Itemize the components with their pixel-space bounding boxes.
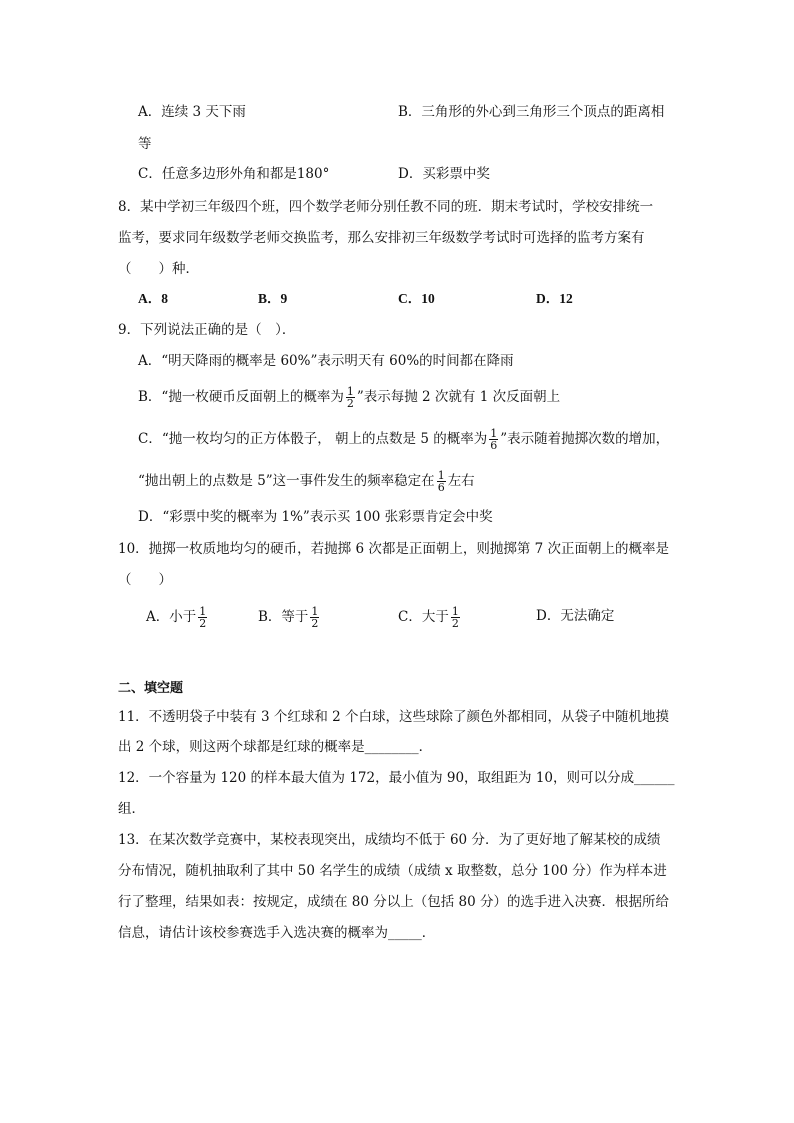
fraction-denominator: 6 [490,439,498,452]
q7-option-b-continued: 等 [138,136,152,152]
q9-stem: 9．下列说法正确的是（ ）． [118,322,296,338]
q13-stem-line2: 分布情况，随机抽取利了其中 50 名学生的成绩（成绩 x 取整数，总分 100 分）作为样本进 [118,863,667,879]
fraction-one-half [346,386,355,409]
q9-option-a: A．“明天降雨的概率是 60%”表示明天有 60%的时间都在降雨 [138,353,514,369]
q7-option-c: C．任意多边形外角和都是180° [138,166,330,182]
fraction-denominator: 2 [199,617,207,630]
q7-option-b: B．三角形的外心到三角形三个顶点的距离相 [398,104,665,120]
fraction-one-half [198,606,207,629]
q9-option-c-continued [138,470,475,493]
section-title-fill-in: 二、填空题 [118,681,184,696]
q8-option-b: B．9 [258,291,288,306]
fraction-one-sixth [489,428,498,451]
fraction-numerator: 1 [311,605,319,618]
q8-option-d: D．12 [536,291,573,306]
fraction-denominator: 2 [346,397,354,410]
q9-option-b [138,386,560,409]
fraction-one-half [310,606,319,629]
q9-option-d: D．“彩票中奖的概率为 1%”表示买 100 张彩票肯定会中奖 [138,509,493,525]
fraction-numerator: 1 [451,605,459,618]
fraction-one-sixth [437,470,446,493]
q10-stem-line2: （ ） [118,572,172,588]
q9-option-b-suffix: ”表示每抛 2 次就有 1 次反面朝上 [356,389,561,405]
q13-stem-line3: 行了整理，结果如表：按规定，成绩在 80 分以上（包括 80 分）的选手进入决赛．根据所给 [118,894,670,910]
q12-stem-line2: 组． [118,801,145,817]
q9-option-c-prefix: C．“抛一枚均匀的正方体骰子， 朝上的点数是 5 的概率为 [138,431,488,447]
q11-stem-line1: 11．不透明袋子中装有 3 个红球和 2 个白球，这些球除了颜色外都相同，从袋子中随机地摸 [118,709,670,725]
fraction-denominator: 2 [311,617,319,630]
q10-option-b [258,606,321,629]
q7-option-d: D．买彩票中奖 [398,166,490,182]
q9-option-c2-suffix: 左右 [447,473,475,489]
fraction-numerator: 1 [490,427,498,440]
q10-option-d: D．无法确定 [536,608,615,624]
q9-option-c-suffix: ”表示随着抛掷次数的增加， [500,431,670,447]
q12-stem-line1: 12．一个容量为 120 的样本最大值为 172，最小值为 90，取组距为 10，则可以分成______ [118,770,675,786]
q9-option-c [138,428,669,451]
q9-option-c2-prefix: “抛出朝上的点数是 5”这一事件发生的频率稳定在 [138,473,435,489]
q10-option-c-label: C．大于 [398,609,449,625]
q8-stem-line2: 监考，要求同年级数学老师交换监考，那么安排初三年级数学考试时可选择的监考方案有 [118,230,645,246]
q8-stem-line3: （ ）种． [118,261,199,277]
q10-option-b-label: B．等于 [258,609,309,625]
q13-stem-line1: 13．在某次数学竞赛中，某校表现突出，成绩均不低于 60 分．为了更好地了解某校的成绩 [118,832,661,848]
q8-stem-line1: 8．某中学初三年级四个班，四个数学老师分别任教不同的班．期末考试时，学校安排统一 [118,199,654,215]
q9-option-b-prefix: B．“抛一枚硬币反面朝上的概率为 [138,389,344,405]
q10-option-a-label: A．小于 [146,609,197,625]
q10-option-a [146,606,209,629]
q7-option-a: A．连续 3 天下雨 [138,104,246,120]
fraction-numerator: 1 [199,605,207,618]
fraction-denominator: 2 [451,617,459,630]
q8-option-c: C．10 [398,291,435,306]
q10-stem-line1: 10．抛掷一枚质地均匀的硬币，若抛掷 6 次都是正面朝上，则抛掷第 7 次正面朝上的概率是 [118,541,670,557]
fraction-one-half [451,606,460,629]
q11-stem-line2: 出 2 个球，则这两个球都是红球的概率是________． [118,739,433,755]
fraction-numerator: 1 [346,385,354,398]
q13-stem-line4: 信息，请估计该校参赛选手入选决赛的概率为_____． [118,925,436,941]
fraction-numerator: 1 [437,469,445,482]
fraction-denominator: 6 [437,481,445,494]
q10-option-c [398,606,462,629]
q8-option-a: A．8 [138,291,168,306]
